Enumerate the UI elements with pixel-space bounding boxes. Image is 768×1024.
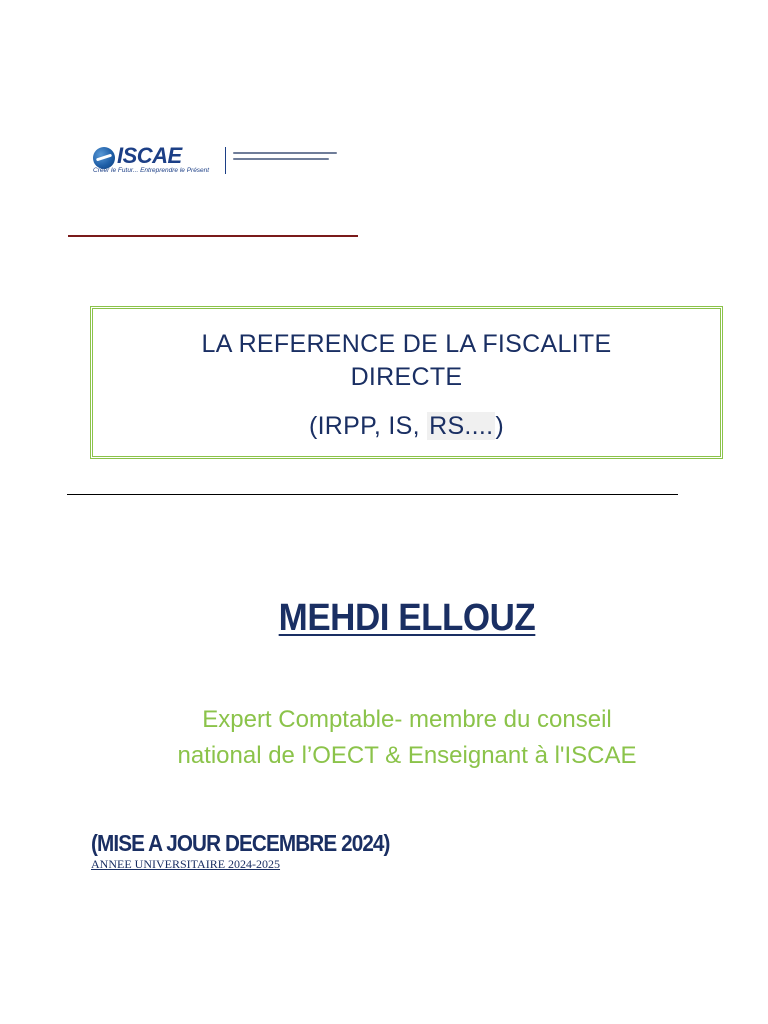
subtitle-prefix: (IRPP, IS, [308,412,428,440]
title-box [90,306,723,459]
affiliation-line-2: national de l’OECT & Enseignant à l'ISCAE [177,742,637,769]
title-subtitle [93,410,720,443]
subtitle-highlight: RS.... [429,412,494,440]
author-name [33,594,768,642]
update-note: (MISE A JOUR DECEMBRE 2024) [91,830,390,856]
iscae-logo [91,142,341,178]
logo-slogan: Créer le Futur... Entreprendre le Présent [93,167,210,174]
author-affiliation [100,702,714,774]
academic-year: ANNEE UNIVERSITAIRE 2024-2025 [91,857,281,871]
subtitle-suffix: ) [495,412,505,440]
title-line-1: LA REFERENCE DE LA FISCALITE [201,330,612,358]
author-name-text: MEHDI ELLOUZ [278,597,536,639]
title-line-2: DIRECTE [350,363,463,391]
affiliation-line-1: Expert Comptable- membre du conseil [202,706,612,733]
header-rule [68,235,358,237]
logo-wordmark: ISCAE [117,143,182,168]
logo-divider [225,147,226,174]
globe-icon [93,147,115,169]
logo-tagline [233,152,337,166]
section-rule [67,494,678,495]
